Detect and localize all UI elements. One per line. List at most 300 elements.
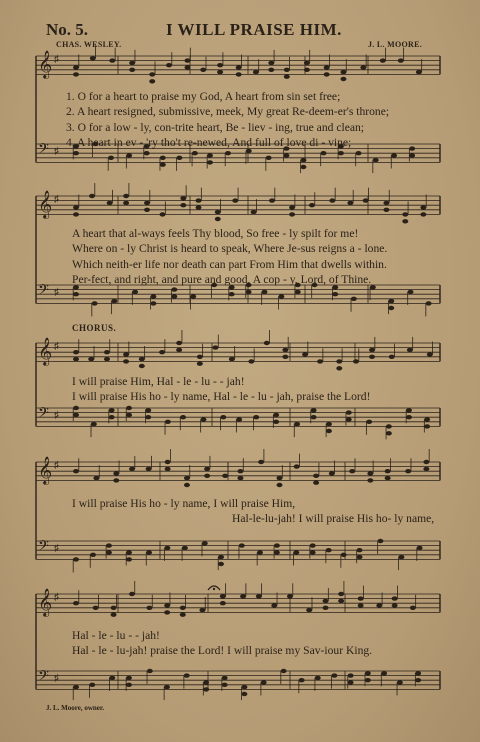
note-head (164, 603, 170, 607)
note-head (218, 562, 224, 566)
note-head (132, 290, 138, 294)
note-head (73, 601, 79, 605)
hymn-number: No. 5. (46, 20, 89, 39)
note-head (145, 415, 151, 419)
note-head (241, 685, 247, 689)
note-head (197, 362, 203, 366)
note-head (289, 212, 295, 216)
note-head (273, 420, 279, 424)
note-head (176, 341, 182, 345)
sharp-icon: ♯ (54, 410, 59, 421)
note-head (165, 420, 171, 424)
note-head (420, 212, 426, 216)
note-head (408, 290, 414, 294)
note-head (406, 408, 412, 412)
note-head (356, 548, 362, 552)
note-head (358, 596, 364, 600)
note-head (73, 151, 79, 155)
note-head (203, 680, 209, 684)
sharp-icon: ♯ (54, 673, 59, 684)
note-head (397, 680, 403, 684)
note-head (106, 543, 112, 547)
note-head (93, 606, 99, 610)
note-head (145, 408, 151, 412)
note-head (164, 546, 170, 550)
note-head (166, 63, 172, 67)
note-head (282, 355, 288, 359)
note-head (329, 471, 335, 475)
note-head (207, 153, 213, 157)
note-head (192, 151, 198, 155)
note-head (146, 606, 152, 610)
note-head (424, 417, 430, 421)
sharp-icon: ♯ (54, 543, 59, 554)
note-head (391, 153, 397, 157)
note-head (126, 683, 132, 687)
note-head (376, 603, 382, 607)
sharp-icon: ♯ (54, 460, 59, 471)
note-head (324, 65, 330, 69)
note-head (104, 357, 110, 361)
bass-clef-icon: 𝄢 (38, 141, 49, 161)
note-head (377, 539, 383, 543)
note-head (109, 415, 115, 419)
note-head (268, 61, 274, 65)
note-head (196, 198, 202, 202)
note-head (426, 301, 432, 305)
note-head (304, 68, 310, 72)
note-head (281, 669, 287, 673)
note-head (398, 58, 404, 62)
note-head (340, 77, 346, 81)
note-head (410, 606, 416, 610)
note-head (111, 613, 117, 617)
note-head (184, 483, 190, 487)
chorus-label: CHORUS. (72, 323, 117, 333)
note-head (73, 413, 79, 417)
note-head (184, 673, 190, 677)
note-head (274, 543, 280, 547)
verse-line: 3. O for a low - ly, con-trite heart, Be - liev - ing, true and clean; (66, 120, 365, 134)
verse-line: A heart that al-ways feels Thy blood, So free - ly spilt for me! (72, 227, 359, 240)
verse-line: Per-fect, and right, and pure and good, A cop - y, Lord, of Thine. (72, 273, 372, 287)
chorus-text: I will praise His ho - ly name, I will praise Him, (72, 497, 296, 510)
note-head (353, 359, 359, 363)
note-head (236, 417, 242, 421)
note-head (293, 550, 299, 554)
verse-line: Which neith-er life nor death can part From Him that dwells within. (72, 257, 387, 271)
note-head (123, 352, 129, 356)
note-head (180, 613, 186, 617)
note-head (215, 217, 221, 221)
treble-clef-icon: 𝄞 (38, 50, 53, 78)
note-head (129, 61, 135, 65)
note-head (149, 72, 155, 76)
note-head (204, 467, 210, 471)
note-head (232, 198, 238, 202)
note-head (336, 359, 342, 363)
note-head (299, 678, 305, 682)
note-head (386, 424, 392, 428)
note-head (126, 557, 132, 561)
note-head (367, 471, 373, 475)
note-head (388, 306, 394, 310)
note-head (277, 483, 283, 487)
note-head (253, 415, 259, 419)
note-head (184, 476, 190, 480)
note-head (113, 478, 119, 482)
note-head (310, 543, 316, 547)
note-head (109, 408, 115, 412)
treble-clef-icon: 𝄞 (38, 337, 53, 365)
note-head (311, 415, 317, 419)
note-head (347, 201, 353, 205)
note-head (340, 70, 346, 74)
note-head (212, 345, 218, 349)
note-head (338, 599, 344, 603)
note-head (310, 550, 316, 554)
clef-symbols (38, 50, 59, 688)
note-head (415, 678, 421, 682)
note-head (139, 364, 145, 368)
note-head (129, 592, 135, 596)
verse-line: 4. A heart in ev - 'ry tho't re-newed, And full of love di - vine; (66, 136, 352, 150)
note-head (222, 474, 228, 478)
note-head (185, 58, 191, 62)
note-head (317, 359, 323, 363)
note-head (300, 165, 306, 169)
note-head (282, 348, 288, 352)
note-head (271, 603, 277, 607)
note-head (295, 290, 301, 294)
note-head (392, 603, 398, 607)
note-head (349, 469, 355, 473)
chorus-text: Hal-le-lu-jah! I will praise His ho- ly name, (232, 512, 435, 526)
note-head (373, 158, 379, 162)
note-head (73, 72, 79, 76)
note-head (346, 410, 352, 414)
note-head (144, 201, 150, 205)
note-head (196, 205, 202, 209)
note-head (341, 553, 347, 557)
note-head (289, 205, 295, 209)
sharp-icon: ♯ (54, 287, 59, 298)
note-head (406, 415, 412, 419)
chorus-line2 (72, 496, 434, 527)
note-head (144, 151, 150, 155)
note-head (380, 58, 386, 62)
note-head (323, 599, 329, 603)
note-head (294, 464, 300, 468)
note-head (304, 61, 310, 65)
note-head (217, 63, 223, 67)
note-head (165, 460, 171, 464)
note-head (236, 65, 242, 69)
note-head (402, 212, 408, 216)
note-head (358, 603, 364, 607)
note-head (73, 357, 79, 361)
note-head (111, 606, 117, 610)
note-head (139, 357, 145, 361)
note-head (300, 158, 306, 162)
sharp-icon: ♯ (54, 194, 59, 205)
note-head (302, 352, 308, 356)
note-head (176, 156, 182, 160)
note-head (107, 201, 113, 205)
note-head (236, 72, 242, 76)
note-head (182, 546, 188, 550)
note-head (73, 350, 79, 354)
note-head (257, 550, 263, 554)
note-head (160, 156, 166, 160)
note-head (222, 683, 228, 687)
note-head (240, 594, 246, 598)
note-head (73, 685, 79, 689)
note-head (200, 68, 206, 72)
note-head (351, 297, 357, 301)
note-head (147, 669, 153, 673)
note-head (284, 75, 290, 79)
note-head (278, 294, 284, 298)
note-head (165, 467, 171, 471)
note-head (217, 70, 223, 74)
hymn-title: I WILL PRAISE HIM. (166, 20, 342, 39)
note-head (386, 431, 392, 435)
note-head (294, 422, 300, 426)
note-head (407, 348, 413, 352)
note-head (200, 417, 206, 421)
note-head (220, 594, 226, 598)
verse-line: Where on - ly Christ is heard to speak, Where Je-sus reigns a - lone. (72, 242, 388, 256)
note-head (420, 205, 426, 209)
note-head (261, 680, 267, 684)
note-head (176, 348, 182, 352)
note-head (365, 678, 371, 682)
note-head (126, 413, 132, 417)
note-head (326, 422, 332, 426)
note-head (185, 65, 191, 69)
note-head (92, 301, 98, 305)
note-head (385, 469, 391, 473)
note-head (180, 606, 186, 610)
note-head (256, 594, 262, 598)
note-head (220, 601, 226, 605)
note-head (311, 408, 317, 412)
note-head (111, 299, 117, 303)
treble-clef-icon: 𝄞 (38, 588, 53, 616)
note-head (274, 550, 280, 554)
chorus-text: I will praise His ho - ly name, Hal - le - lu - jah, praise the Lord! (72, 390, 371, 404)
chorus-text: I will praise Him, Hal - le - lu - - jah! (72, 375, 245, 388)
note-head (269, 198, 275, 202)
note-head (171, 287, 177, 291)
note-head (326, 429, 332, 433)
note-head (365, 671, 371, 675)
note-head (283, 153, 289, 157)
note-head (90, 553, 96, 557)
note-head (229, 292, 235, 296)
note-head (315, 676, 321, 680)
note-head (385, 476, 391, 480)
note-head (89, 683, 95, 687)
note-head (253, 70, 259, 74)
note-head (123, 201, 129, 205)
note-head (336, 366, 342, 370)
treble-clef-icon: 𝄞 (38, 456, 53, 484)
note-head (89, 194, 95, 198)
note-head (229, 357, 235, 361)
note-head (164, 685, 170, 689)
note-head (383, 208, 389, 212)
note-head (409, 146, 415, 150)
bass-clef-icon: 𝄢 (38, 405, 49, 425)
sharp-icon: ♯ (54, 54, 59, 65)
note-head (251, 210, 257, 214)
treble-clef-icon: 𝄞 (38, 190, 53, 218)
note-head (149, 79, 155, 83)
note-head (331, 673, 337, 677)
note-head (73, 557, 79, 561)
note-head (363, 198, 369, 202)
note-head (180, 203, 186, 207)
note-head (383, 201, 389, 205)
note-head (202, 541, 208, 545)
note-head (388, 299, 394, 303)
note-head (277, 476, 283, 480)
note-head (109, 58, 115, 62)
note-head (329, 198, 335, 202)
note-head (356, 555, 362, 559)
note-head (324, 72, 330, 76)
note-head (248, 359, 254, 363)
chorus-line1 (72, 374, 370, 405)
note-head (207, 160, 213, 164)
note-head (369, 355, 375, 359)
note-head (246, 290, 252, 294)
note-head (346, 417, 352, 421)
bass-clef-icon: 𝄢 (38, 282, 49, 302)
note-head (309, 203, 315, 207)
note-head (126, 153, 132, 157)
note-head (338, 592, 344, 596)
note-head (106, 550, 112, 554)
note-head (237, 469, 243, 473)
note-head (332, 292, 338, 296)
note-head (417, 546, 423, 550)
note-head (220, 415, 226, 419)
note-head (268, 68, 274, 72)
note-head (180, 415, 186, 419)
note-head (261, 290, 267, 294)
sharp-icon: ♯ (54, 341, 59, 352)
fermata-dot (213, 588, 215, 590)
note-head (160, 163, 166, 167)
note-head (424, 424, 430, 428)
note-head (264, 341, 270, 345)
note-head (108, 156, 114, 160)
note-head (126, 676, 132, 680)
note-head (91, 422, 97, 426)
note-head (159, 350, 165, 354)
note-head (126, 550, 132, 554)
chorus-text: Hal - le - lu - - jah! (72, 629, 160, 642)
note-head (381, 671, 387, 675)
note-head (126, 406, 132, 410)
note-head (129, 68, 135, 72)
note-head (258, 460, 264, 464)
words-credit: CHAS. WESLEY. (56, 40, 122, 49)
verse-line: 1. O for a heart to praise my God, A heart from sin set free; (66, 90, 341, 103)
note-head (369, 348, 375, 352)
sharp-icon: ♯ (54, 146, 59, 157)
note-head (237, 476, 243, 480)
note-head (104, 350, 110, 354)
note-head (326, 548, 332, 552)
note-head (360, 65, 366, 69)
note-head (73, 406, 79, 410)
note-head (423, 460, 429, 464)
note-head (73, 292, 79, 296)
note-head (338, 151, 344, 155)
verse-line: 2. A heart resigned, submissive, meek, My great Re-deem-er's throne; (66, 105, 390, 119)
note-head (405, 469, 411, 473)
note-head (284, 68, 290, 72)
note-head (90, 56, 96, 60)
note-head (398, 555, 404, 559)
note-head (129, 467, 135, 471)
note-head (427, 352, 433, 356)
note-head (273, 413, 279, 417)
note-head (367, 478, 373, 482)
note-head (348, 680, 354, 684)
note-head (222, 676, 228, 680)
note-head (416, 70, 422, 74)
note-head (313, 474, 319, 478)
note-head (123, 359, 129, 363)
note-head (93, 476, 99, 480)
note-head (356, 151, 362, 155)
note-head (160, 212, 166, 216)
note-head (415, 671, 421, 675)
note-head (409, 153, 415, 157)
note-head (204, 474, 210, 478)
note-head (266, 156, 272, 160)
note-head (306, 608, 312, 612)
note-head (73, 469, 79, 473)
verses-part1 (66, 89, 389, 151)
note-head (171, 294, 177, 298)
note-head (123, 194, 129, 198)
note-head (73, 205, 79, 209)
note-head (218, 555, 224, 559)
note-head (392, 596, 398, 600)
music-credit: J. L. MOORE. (368, 40, 423, 49)
note-head (144, 208, 150, 212)
chorus-line3 (72, 628, 372, 659)
note-head (239, 543, 245, 547)
note-head (146, 467, 152, 471)
note-head (113, 471, 119, 475)
owner-credit: J. L. Moore, owner. (46, 704, 105, 712)
staff-lines (36, 56, 440, 689)
note-head (423, 467, 429, 471)
note-head (180, 196, 186, 200)
note-head (313, 481, 319, 485)
chorus-text: Hal - le - lu-jah! praise the Lord! I will praise my Sav-iour King. (72, 644, 373, 658)
note-head (73, 65, 79, 69)
note-head (190, 294, 196, 298)
note-head (287, 594, 293, 598)
